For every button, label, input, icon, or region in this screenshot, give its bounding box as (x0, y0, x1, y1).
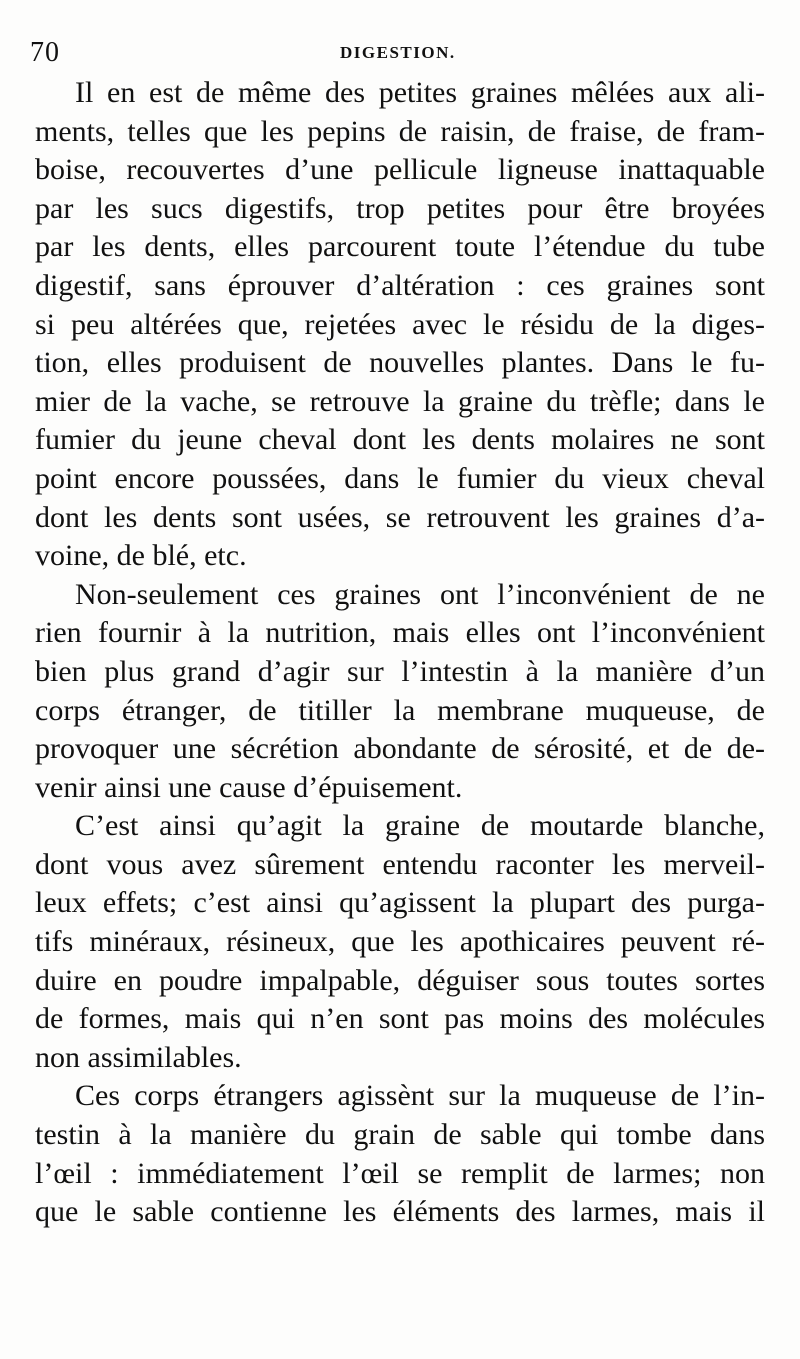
text-line: C’est ainsi qu’agit la graine de moutarde blanche, (75, 809, 765, 843)
text-line: duire en poudre impalpable, déguiser sous toutes sortes (35, 963, 765, 997)
text-line: Ces corps étrangers agissènt sur la muqueuse de l’in- (75, 1079, 765, 1113)
text-line: ments, telles que les pepins de raisin, de fraise, de fram- (35, 114, 765, 148)
paragraph (35, 807, 765, 1077)
text-line: mier de la vache, se retrouve la graine du trèfle; dans le (35, 384, 765, 418)
text-line: tion, elles produisent de nouvelles plantes. Dans le fu- (35, 346, 765, 380)
page-number: 70 (30, 37, 60, 68)
text-line: tifs minéraux, résineux, que les apothicaires peuvent ré- (35, 925, 765, 959)
paragraph (35, 576, 765, 808)
text-line: fumier du jeune cheval dont les dents molaires ne sont (35, 423, 765, 457)
text-line: que le sable contienne les éléments des larmes, mais il (35, 1195, 765, 1229)
text-line: boise, recouvertes d’une pellicule ligneuse inattaquable (35, 153, 765, 187)
text-line: venir ainsi une cause d’épuisement. (35, 770, 463, 804)
page-header (30, 36, 770, 70)
text-line: testin à la manière du grain de sable qui tombe dans (35, 1118, 765, 1152)
text-line: leux effets; c’est ainsi qu’agissent la plupart des purga- (35, 886, 765, 920)
text-line: l’œil : immédiatement l’œil se remplit de larmes; non (35, 1156, 765, 1190)
text-line: provoquer une sécrétion abondante de sérosité, et de de- (35, 732, 765, 766)
body-text (35, 74, 765, 1232)
text-line: Non-seulement ces graines ont l’inconvénient de ne (75, 577, 765, 611)
running-head: DIGESTION. (340, 43, 456, 62)
text-line: de formes, mais qui n’en sont pas moins des molécules (35, 1002, 765, 1036)
text-line: non assimilables. (35, 1040, 242, 1074)
text-line: digestif, sans éprouver d’altération : ces graines sont (35, 268, 765, 302)
text-line: si peu altérées que, rejetées avec le résidu de la diges- (35, 307, 765, 341)
text-line: par les sucs digestifs, trop petites pour être broyées (35, 191, 765, 225)
text-line: Il en est de même des petites graines mêlées aux ali- (75, 76, 765, 109)
text-line: point encore poussées, dans le fumier du vieux cheval (35, 461, 765, 495)
text-line: rien fournir à la nutrition, mais elles ont l’inconvénient (35, 616, 765, 650)
paragraph (35, 74, 765, 576)
text-line: dont vous avez sûrement entendu raconter les merveil- (35, 847, 765, 881)
text-line: bien plus grand d’agir sur l’intestin à la manière d’un (35, 654, 765, 688)
text-line: par les dents, elles parcourent toute l’étendue du tube (35, 230, 765, 264)
text-line: corps étranger, de titiller la membrane muqueuse, de (35, 693, 765, 727)
paragraph (35, 1077, 765, 1231)
text-line: voine, de blé, etc. (35, 539, 247, 573)
text-line: dont les dents sont usées, se retrouvent les graines d’a- (35, 500, 765, 534)
